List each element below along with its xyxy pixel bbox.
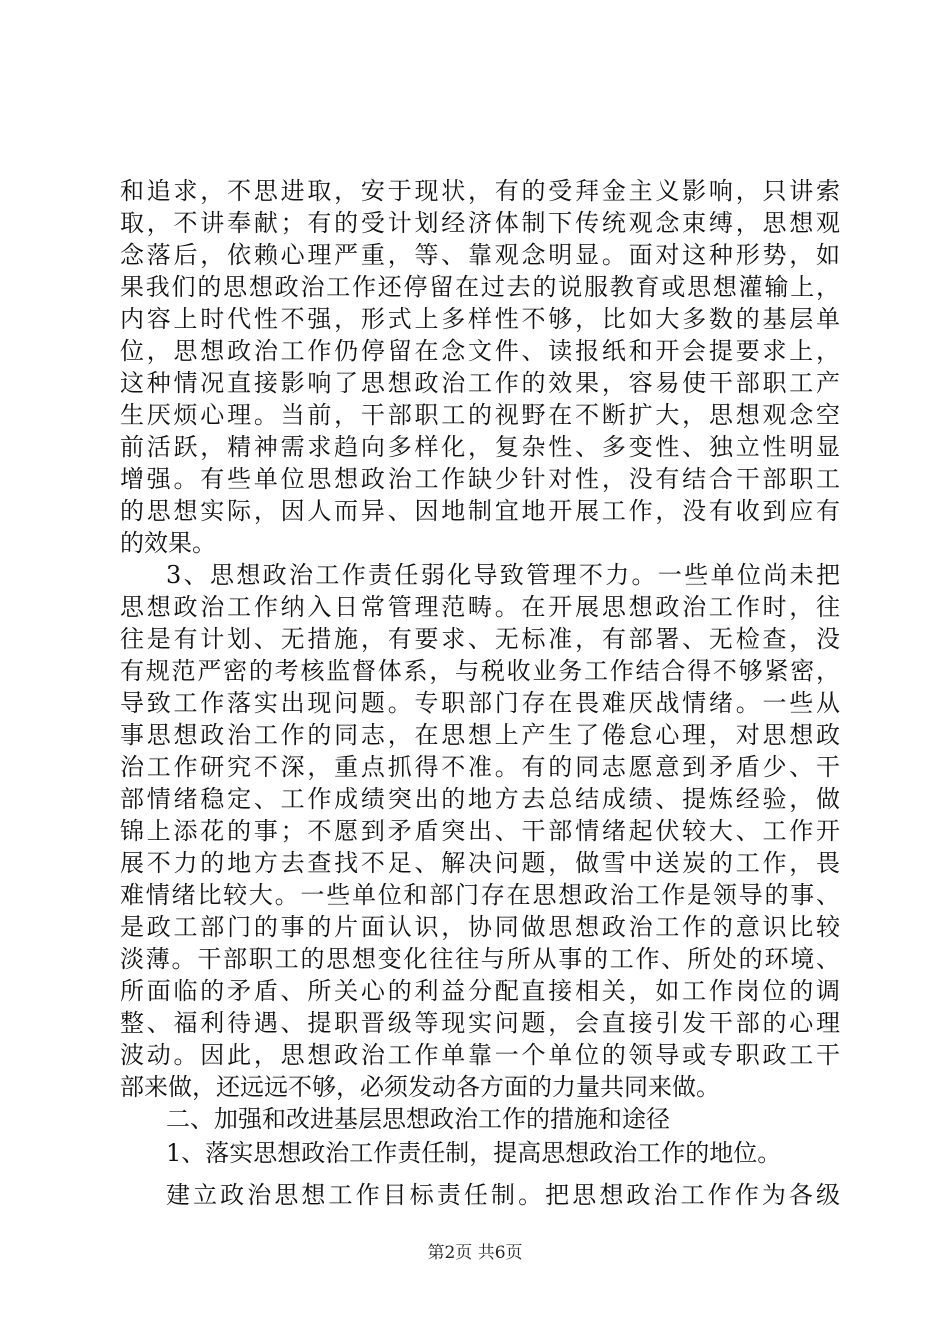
text-line: 往是有计划、无措施，有要求、无标准，有部署、无检查，没 [120,625,840,653]
text-line: 前活跃，精神需求趋向多样化，复杂性、多变性、独立性明显 [120,433,840,461]
text-line: 锦上添花的事；不愿到矛盾突出、干部情绪起伏较大、工作开 [120,817,840,845]
text-line: 是政工部门的事的片面认识，协同做思想政治工作的意识比较 [120,913,840,941]
text-line: 有规范严密的考核监督体系，与税收业务工作结合得不够紧密， [120,657,840,685]
text-line: 展不力的地方去查找不足、解决问题，做雪中送炭的工作，畏 [120,849,840,877]
text-line: 建立政治思想工作目标责任制。把思想政治工作作为各级 [166,1181,840,1209]
text-line: 和追求，不思进取，安于现状，有的受拜金主义影响，只讲索 [120,177,840,205]
text-line: 的效果。 [120,529,216,557]
text-line: 整、福利待遇、提职晋级等现实问题，会直接引发干部的心理 [120,1009,840,1037]
text-line: 的思想实际，因人而异、因地制宜地开展工作，没有收到应有 [120,497,840,525]
text-line: 果我们的思想政治工作还停留在过去的说服教育或思想灌输上， [120,273,840,301]
text-line: 位，思想政治工作仍停留在念文件、读报纸和开会提要求上， [120,337,840,365]
text-line: 事思想政治工作的同志，在思想上产生了倦怠心理，对思想政 [120,721,840,749]
text-line: 所面临的矛盾、所关心的利益分配直接相关，如工作岗位的调 [120,977,840,1005]
text-line: 波动。因此，思想政治工作单靠一个单位的领导或专职政工干 [120,1041,840,1069]
page-footer: 第2页 共6页 [427,1243,523,1263]
text-line: 增强。有些单位思想政治工作缺少针对性，没有结合干部职工 [120,465,840,493]
text-line: 1、落实思想政治工作责任制，提高思想政治工作的地位。 [166,1139,782,1167]
text-line: 生厌烦心理。当前，干部职工的视野在不断扩大，思想观念空 [120,401,840,429]
text-line: 思想政治工作纳入日常管理范畴。在开展思想政治工作时，往 [120,593,840,621]
text-line: 部情绪稳定、工作成绩突出的地方去总结成绩、提炼经验，做 [120,785,840,813]
text-line: 难情绪比较大。一些单位和部门存在思想政治工作是领导的事、 [120,881,840,909]
text-line: 淡薄。干部职工的思想变化往往与所从事的工作、所处的环境、 [120,945,840,973]
text-line: 导致工作落实出现问题。专职部门存在畏难厌战情绪。一些从 [120,689,840,717]
text-line: 二、加强和改进基层思想政治工作的措施和途径 [166,1105,670,1133]
text-line: 部来做，还远远不够，必须发动各方面的力量共同来做。 [120,1073,720,1101]
text-line: 念落后，依赖心理严重，等、靠观念明显。面对这种形势，如 [120,241,840,269]
text-line: 这种情况直接影响了思想政治工作的效果，容易使干部职工产 [120,369,840,397]
text-line: 3、思想政治工作责任弱化导致管理不力。一些单位尚未把 [166,561,840,589]
text-line: 内容上时代性不强，形式上多样性不够，比如大多数的基层单 [120,305,840,333]
text-line: 取，不讲奉献；有的受计划经济体制下传统观念束缚，思想观 [120,209,840,237]
text-line: 治工作研究不深，重点抓得不准。有的同志愿意到矛盾少、干 [120,753,840,781]
